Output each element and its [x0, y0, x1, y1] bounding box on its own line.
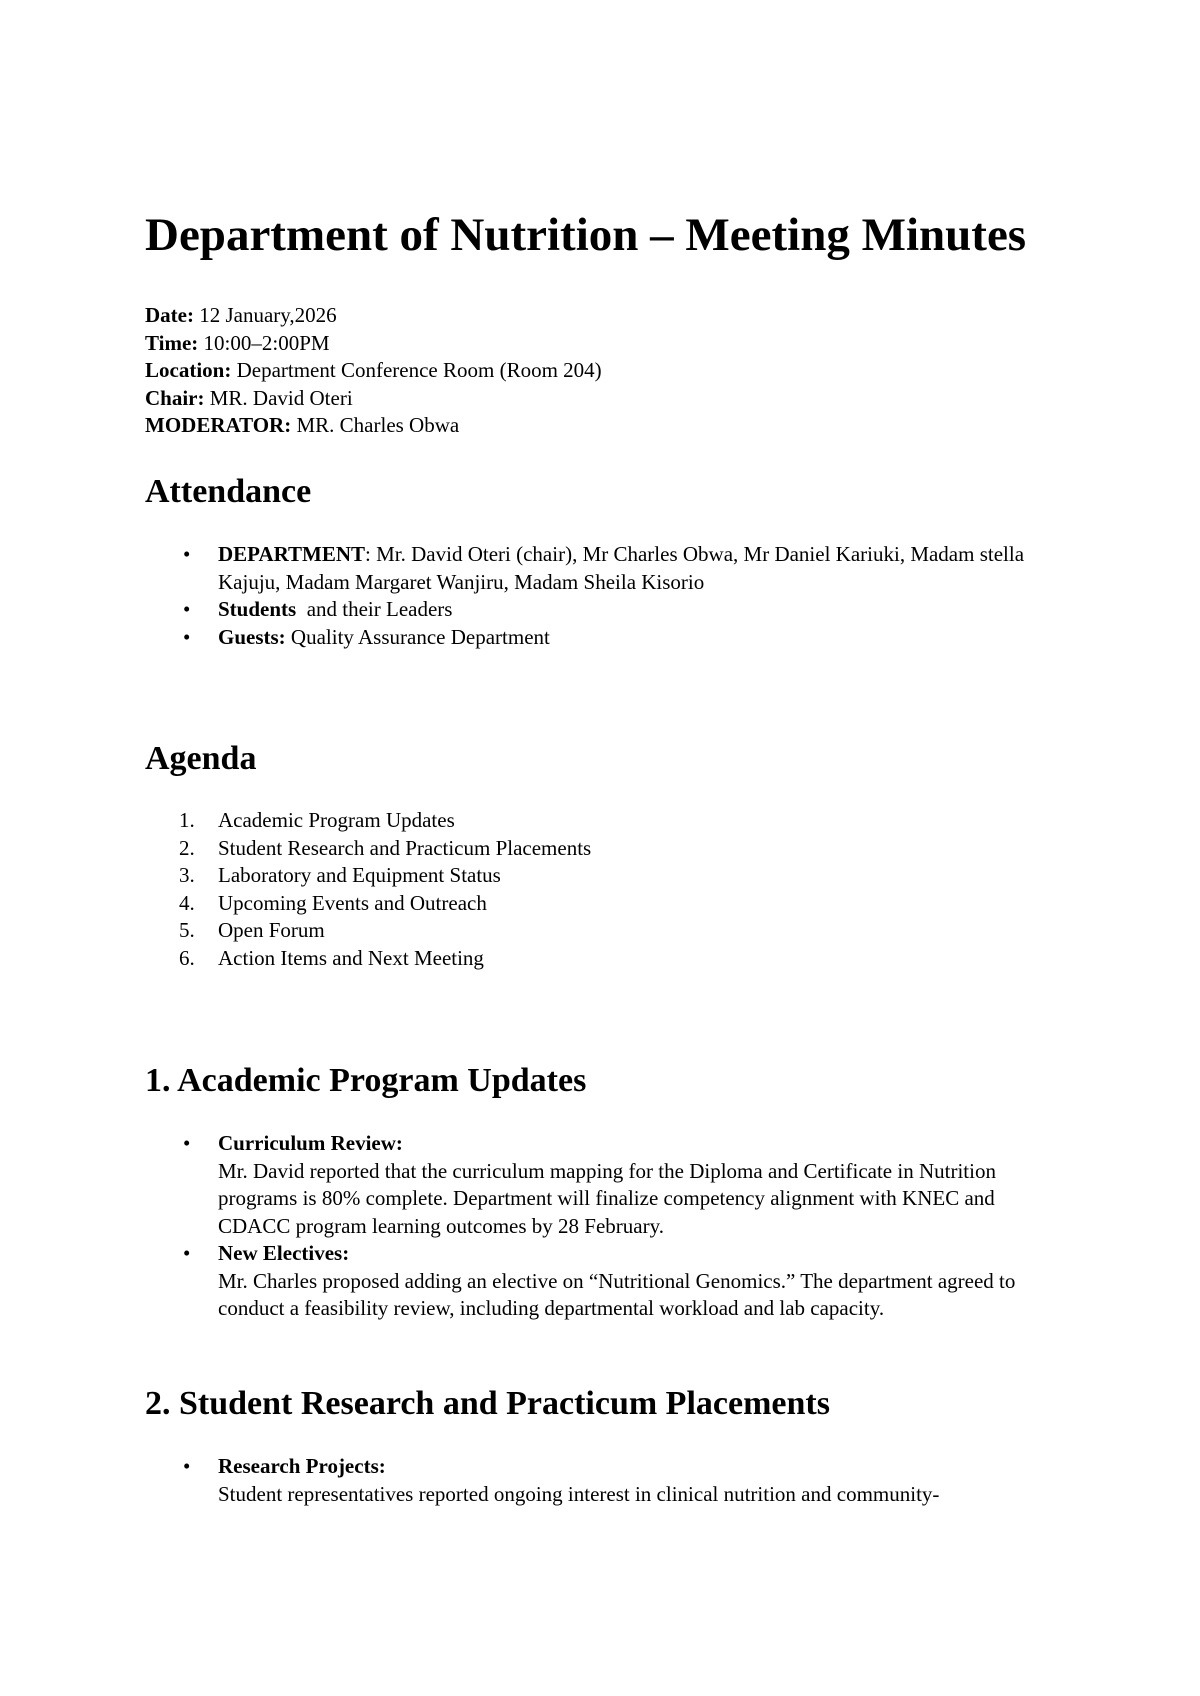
list-item: 5. Open Forum [179, 918, 325, 942]
meeting-date: Date: 12 January,2026 [145, 303, 337, 327]
meeting-time: Time: 10:00–2:00PM [145, 330, 330, 355]
section-1-list [145, 1130, 1065, 1323]
bullet-icon: • [183, 542, 191, 566]
bullet-icon: • [183, 1131, 191, 1155]
bullet-icon: • [183, 1241, 191, 1265]
meeting-details [145, 302, 602, 440]
list-item: • New Electives: Mr. Charles proposed adding an elective on “Nutritional Genomics.” The department agreed to conduct a feasibility review, including departmental workload and lab capacity. [183, 1241, 1016, 1320]
bullet-icon: • [183, 597, 191, 621]
meeting-chair: Chair: MR. David Oteri [145, 385, 353, 410]
section-2-heading: 2. Student Research and Practicum Placements [145, 1385, 830, 1422]
list-item: • DEPARTMENT: Mr. David Oteri (chair), Mr Charles Obwa, Mr Daniel Kariuki, Madam stella Kajuju, Madam Margaret Wanjiru, Madam Sheila Kisorio [183, 542, 1025, 594]
list-item: • Curriculum Review: Mr. David reported that the curriculum mapping for the Diploma and Certificate in Nutrition programs is 80% complete. Department will finalize competency alignment with KNEC and CDACC program learning outcomes by 28 February. [183, 1131, 996, 1238]
agenda-heading: Agenda [145, 740, 257, 777]
list-item: • Students and their Leaders [145, 596, 1065, 624]
meeting-location: Location: Department Conference Room (Room 204) [145, 358, 602, 382]
list-item: 2. Student Research and Practicum Placements [179, 835, 592, 860]
meeting-moderator: MODERATOR: MR. Charles Obwa [145, 413, 460, 437]
list-item: • Research Projects: Student representatives reported ongoing interest in clinical nutrition and community- [183, 1454, 940, 1506]
list-item: 4. Upcoming Events and Outreach [179, 890, 487, 915]
agenda-list [145, 807, 1065, 972]
list-item: 1. Academic Program Updates [179, 808, 455, 832]
attendance-list [145, 541, 1065, 651]
section-1-heading: 1. Academic Program Updates [145, 1062, 587, 1099]
list-item: 3. Laboratory and Equipment Status [179, 863, 501, 887]
list-item: • Guests: Quality Assurance Department [145, 624, 1065, 652]
document-title: Department of Nutrition – Meeting Minutes [145, 209, 1027, 261]
bullet-icon: • [183, 624, 191, 649]
attendance-heading: Attendance [145, 473, 312, 510]
bullet-icon: • [183, 1454, 191, 1478]
section-2-list [145, 1453, 1065, 1508]
list-item: 6. Action Items and Next Meeting [179, 945, 484, 970]
